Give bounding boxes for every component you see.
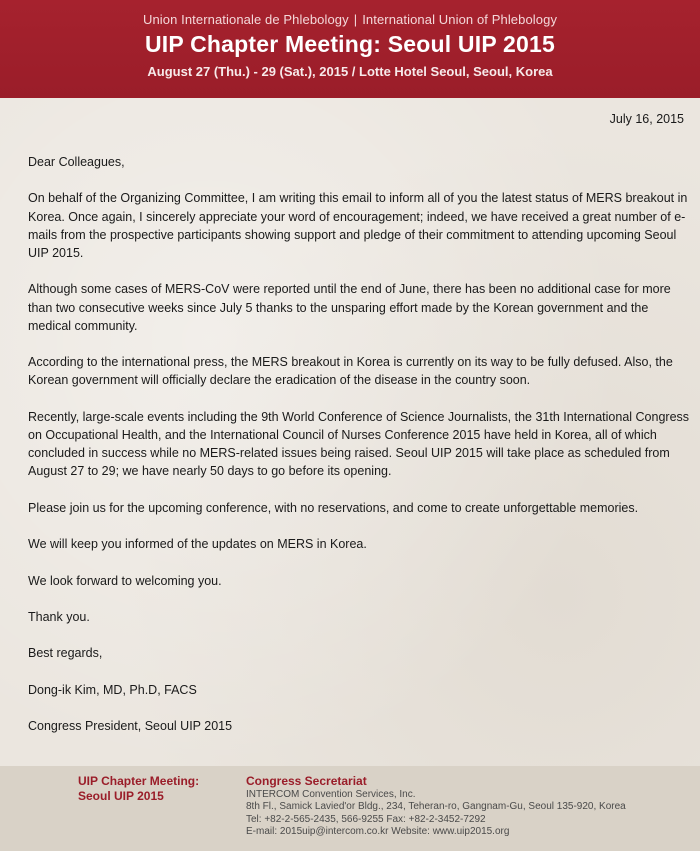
paragraph-intro: On behalf of the Organizing Committee, I am writing this email to inform all of you the latest status of MERS breakout in Korea. Once again, I sincerely appreciate your word of encouragement; indeed, we have received a great number of e-mails from the prospective participants showing support and pledge of their commitment to attending upcoming Seoul UIP 2015. xyxy=(28,191,688,260)
signature-name: Dong-ik Kim, MD, Ph.D, FACS xyxy=(28,682,197,697)
paragraph-updates: We will keep you informed of the updates on MERS in Korea. xyxy=(28,537,367,552)
org-separator: | xyxy=(353,12,358,27)
secretariat-company: INTERCOM Convention Services, Inc. xyxy=(246,789,416,800)
secretariat-address: 8th Fl., Samick Lavied'or Bldg., 234, Teheran-ro, Gangnam-Gu, Seoul 135-920, Korea xyxy=(246,801,626,813)
paragraph-status: Although some cases of MERS-CoV were reported until the end of June, there has been no additional case for more than two consecutive weeks since July 5 thanks to the unsparing effort made by the Korean government and the medical community. xyxy=(28,282,671,333)
footer-secretariat xyxy=(246,774,686,839)
org-name-english: International Union of Phlebology xyxy=(362,12,558,27)
secretariat-title: Congress Secretariat xyxy=(246,774,367,788)
paragraph-press: According to the international press, the MERS breakout in Korea is currently on its way to be fully defused. Also, the Korean government will officially declare the eradication of the disease in the country soon. xyxy=(28,355,673,388)
paragraph-events: Recently, large-scale events including the 9th World Conference of Science Journalists, the 31th International Congress on Occupational Health, and the International Council of Nurses Conference 2015 have held in Korea, all of which concluded in success while no MERS-related issues being raised. Seoul UIP 2015 will take place as scheduled from August 27 to 29; we have nearly 50 days to go before its opening. xyxy=(28,409,690,479)
paragraph-welcome: We look forward to welcoming you. xyxy=(28,573,222,588)
secretariat-phone: Tel: +82-2-565-2435, 566-9255 Fax: +82-2-3452-7292 xyxy=(246,813,486,825)
event-title: UIP Chapter Meeting: Seoul UIP 2015 xyxy=(144,31,556,57)
footer-meeting-line2: Seoul UIP 2015 xyxy=(78,789,164,803)
event-date-venue: August 27 (Thu.) - 29 (Sat.), 2015 / Lotte Hotel Seoul, Seoul, Korea xyxy=(147,64,553,79)
letter-date: July 16, 2015 xyxy=(609,112,684,126)
secretariat-contact: E-mail: 2015uip@intercom.co.kr Website: www.uip2015.org xyxy=(246,826,510,838)
closing: Best regards, xyxy=(28,646,103,661)
footer-meeting-name xyxy=(78,774,228,804)
salutation: Dear Colleagues, xyxy=(28,155,125,169)
footer xyxy=(0,766,700,851)
thank-you: Thank you. xyxy=(28,609,90,624)
org-name-french: Union Internationale de Phlebology xyxy=(142,12,349,27)
organization-line xyxy=(0,12,700,27)
footer-meeting-line1: UIP Chapter Meeting: xyxy=(78,774,200,788)
letter-body xyxy=(28,153,690,754)
signature-title: Congress President, Seoul UIP 2015 xyxy=(28,719,233,734)
paragraph-invitation: Please join us for the upcoming conference, with no reservations, and come to create unforgettable memories. xyxy=(28,500,639,515)
header-banner xyxy=(0,0,700,98)
